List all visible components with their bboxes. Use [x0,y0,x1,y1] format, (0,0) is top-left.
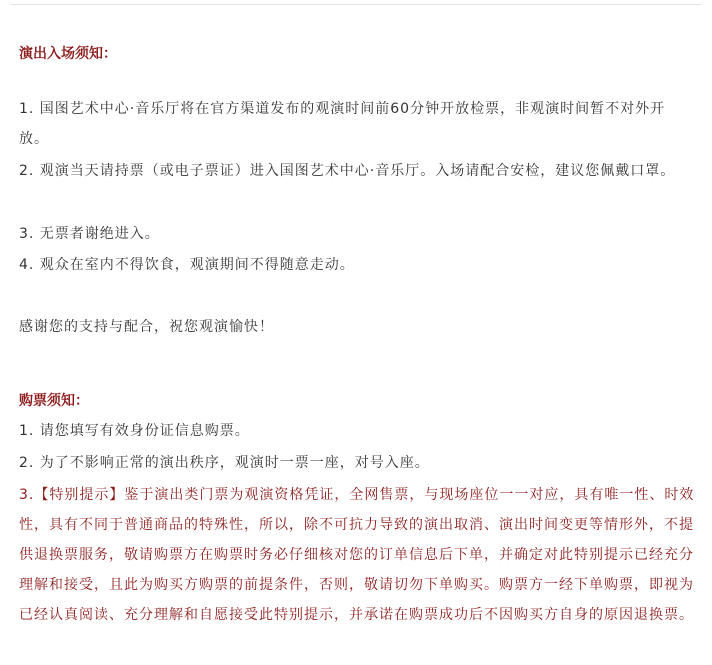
entry-notice-item-4: 4. 观众在室内不得饮食，观演期间不得随意走动。 [19,257,355,273]
thanks-text: 感谢您的支持与配合，祝您观演愉快！ [19,319,274,335]
purchase-notice-title: 购票须知： [19,393,89,409]
top-divider [10,0,702,5]
purchase-notice-item-1: 1. 请您填写有效身份证信息购票。 [19,423,250,439]
entry-notice-item-1: 1. 国图艺术中心·音乐厅将在官方渠道发布的观演时间前60分钟开放检票，非观演时间暂不对外开放。 [19,101,666,147]
entry-notice-title: 演出入场须知： [19,46,117,62]
purchase-notice-special-tip: 3.【特别提示】鉴于演出类门票为观演资格凭证，全网售票，与现场座位一一对应，具有唯一性、时效性，具有不同于普通商品的特殊性，所以，除不可抗力导致的演出取消、演出时间变更等情形外，不提供退换票服务，敬请购票方在购票时务必仔细核对您的订单信息后下单，并确定对此特别提示已经充分理解和接受，且此为购买方购票的前提条件，否则，敬请切勿下单购买。购票方一经下单购票，即视为已经认真阅读、充分理解和自愿接受此特别提示，并承诺在购票成功后不因购买方自身的原因退换票。 [19,487,695,623]
entry-notice-item-3: 3. 无票者谢绝进入。 [19,226,160,242]
purchase-notice-item-2: 2. 为了不影响正常的演出秩序，观演时一票一座，对号入座。 [19,455,430,471]
entry-notice-item-2: 2. 观演当天请持票（或电子票证）进入国图艺术中心·音乐厅。入场请配合安检，建议您佩戴口罩。 [19,163,676,179]
